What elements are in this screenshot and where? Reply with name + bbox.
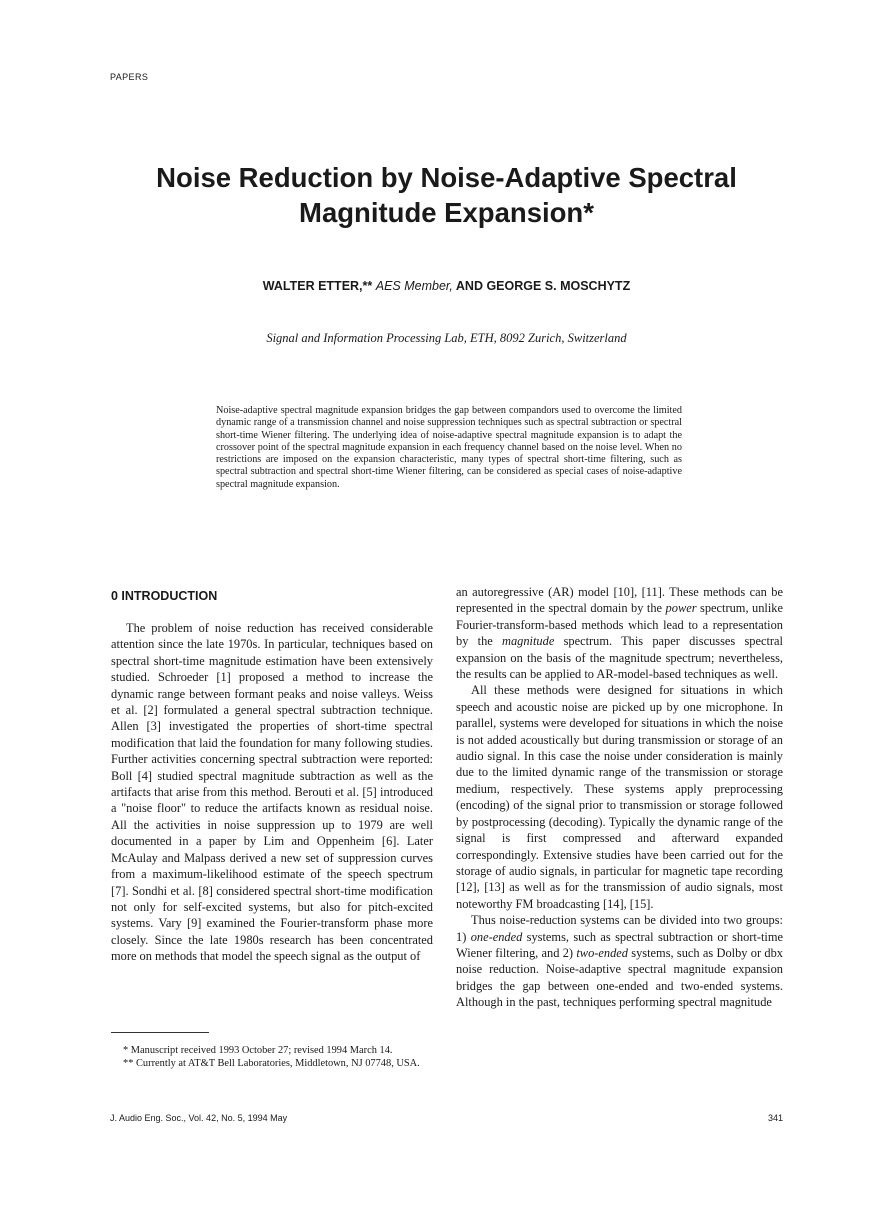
emphasis-one-ended: one-ended [470, 929, 523, 944]
footnote-divider [111, 1032, 209, 1033]
emphasis-two-ended: two-ended [576, 945, 628, 960]
footnotes [111, 1045, 433, 1070]
author-1: WALTER ETTER,** [262, 279, 373, 293]
title-line-2: Magnitude Expansion* [299, 197, 594, 228]
affiliation: Signal and Information Processing Lab, ETH, 8092 Zurich, Switzerland [266, 331, 627, 345]
page-number: 341 [767, 1113, 783, 1123]
emphasis-magnitude: magnitude [502, 634, 555, 649]
paragraph: The problem of noise reduction has received considerable attention since the late 1970s. In particular, techniques based on spectral short-time magnitude estimation have been extensively studied. Schroeder [1] proposed a method to increase the dynamic range between formant peaks and noise valleys. Weiss et al. [2] formulated a general spectral subtraction technique. Allen [3] investigated the properties of short-time spectral modification that laid the foundation for many following studies. Further activities concerning spectral subtraction were reported: Boll [4] studied spectral magnitude subtraction as well as the artifacts that arise from this method. Berouti et al. [5] introduced a "noise floor" to reduce the artifacts known as residual noise. All the activities in noise suppression up to 1979 are well documented in a paper by Lim and Oppenheim [6]. Later McAulay and Malpass derived a new set of suppression curves from a maximum-likelihood estimate of the speech spectrum [7]. Sondhi et al. [8] considered spectral short-time modification not only for self-excited systems, but also for pitch-excited systems. Vary [9] examined the Fourier-transform phase more closely. Since the late 1980s research has been concentrated more on methods that model the speech signal as the output of [111, 621, 433, 964]
paragraph: an autoregressive (AR) model [10], [11]. These methods can be represented in the spectral domain by the power spectrum, unlike Fourier-transform-based methods which lead to a representation by the magnitude spectrum. This paper discusses spectral expansion on the basis of the magnitude spectrum; nevertheless, the results can be applied to AR-model-based techniques as well. [456, 585, 784, 682]
author-line [90, 279, 803, 293]
title-line-1: Noise Reduction by Noise-Adaptive Spectral [156, 162, 737, 193]
paper-title [90, 160, 803, 230]
paragraph: All these methods were designed for situations in which speech and acoustic noise are picked up by one microphone. In parallel, systems were developed for situations in which the noise is not added acoustically but during transmission or storage of an audio signal. In this case the noise under consideration is mainly due to the limited dynamic range of the transmission or storage medium, respectively. These systems apply preprocessing (encoding) of the signal prior to transmission or storage followed by postprocessing (decoding). Typically the dynamic range of the signal is first compressed and afterward expanded correspondingly. Extensive studies have been carried out for the storage of audio signals, in particular for magnetic tape recording [12], [13] as well as for the transmission of audio signals, most noteworthy FM broadcasting [14], [15]. [456, 683, 783, 911]
author-membership: AES Member, [375, 279, 453, 293]
footnote-manuscript: * Manuscript received 1993 October 27; revised 1994 March 14. [123, 1045, 393, 1056]
body-column-left [111, 620, 433, 965]
section-heading-introduction: 0 INTRODUCTION [111, 589, 218, 603]
abstract: Noise-adaptive spectral magnitude expansion bridges the gap between compandors used to overcome the limited dynamic range of a transmission channel and noise suppression techniques such as spectral subtraction or spectral short-time Wiener filtering. The underlying idea of noise-adaptive spectral magnitude expansion is to adapt the crossover point of the spectral magnitude expansion in each frequency channel based on the noise level. When no restrictions are imposed on the expansion characteristic, many types of spectral short-time filtering, such as spectral subtraction and spectral short-time Wiener filtering, can be considered as special cases of noise-adaptive spectral magnitude expansion. [216, 405, 682, 490]
footnote-affiliation: ** Currently at AT&T Bell Laboratories, Middletown, NJ 07748, USA. [123, 1057, 420, 1069]
paragraph: Thus noise-reduction systems can be divided into two groups: 1) one-ended systems, such as spectral subtraction or short-time Wiener filtering, and 2) two-ended systems, such as Dolby or dbx noise reduction. Noise-adaptive spectral magnitude expansion bridges the gap between one-ended and two-ended systems. Although in the past, techniques performing spectral magnitude [456, 913, 784, 1010]
section-label: PAPERS [110, 72, 149, 82]
author-2: AND GEORGE S. MOSCHYTZ [455, 279, 631, 293]
emphasis-power: power [665, 601, 697, 616]
body-column-right [456, 584, 783, 1011]
journal-reference: J. Audio Eng. Soc., Vol. 42, No. 5, 1994 May [110, 1113, 288, 1123]
